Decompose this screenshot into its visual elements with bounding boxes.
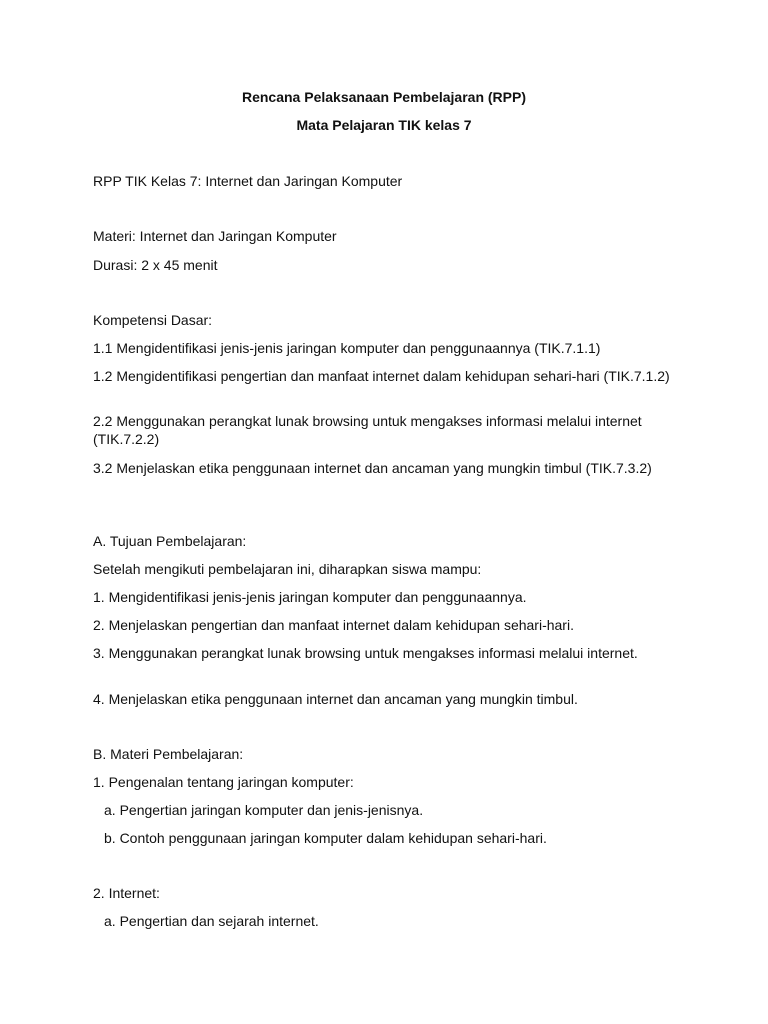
kompetensi-label: Kompetensi Dasar: [93,312,213,328]
materi-subitem: a. Pengertian jaringan komputer dan jenis-jenisnya. [104,802,424,818]
kompetensi-item: 2.2 Menggunakan perangkat lunak browsing untuk mengakses informasi melalui internet (TIK.7.2.2) [93,413,642,447]
tujuan-item: 1. Mengidentifikasi jenis-jenis jaringan komputer dan penggunaannya. [93,589,527,605]
tujuan-item: 3. Menggunakan perangkat lunak browsing untuk mengakses informasi melalui internet. [93,645,638,661]
tujuan-item: 2. Menjelaskan pengertian dan manfaat internet dalam kehidupan sehari-hari. [93,617,574,633]
kompetensi-item: 3.2 Menjelaskan etika penggunaan internet dan ancaman yang mungkin timbul (TIK.7.3.2) [93,460,652,476]
document-subtitle: Mata Pelajaran TIK kelas 7 [296,117,472,133]
materi-section-label: 2. Internet: [93,885,160,901]
materi-line: Materi: Internet dan Jaringan Komputer [93,228,337,244]
document-heading: RPP TIK Kelas 7: Internet dan Jaringan Komputer [93,173,403,189]
tujuan-item: 4. Menjelaskan etika penggunaan internet dan ancaman yang mungkin timbul. [93,691,578,707]
durasi-line: Durasi: 2 x 45 menit [93,257,218,273]
tujuan-label: A. Tujuan Pembelajaran: [93,533,247,549]
materi-pembelajaran-label: B. Materi Pembelajaran: [93,746,244,762]
document-title: Rencana Pelaksanaan Pembelajaran (RPP) [241,89,527,105]
tujuan-intro: Setelah mengikuti pembelajaran ini, diharapkan siswa mampu: [93,561,482,577]
materi-section-label: 1. Pengenalan tentang jaringan komputer: [93,774,354,790]
kompetensi-item: 1.1 Mengidentifikasi jenis-jenis jaringan komputer dan penggunaannya (TIK.7.1.1) [93,340,601,356]
materi-subitem: a. Pengertian dan sejarah internet. [104,913,319,929]
materi-subitem: b. Contoh penggunaan jaringan komputer dalam kehidupan sehari-hari. [104,830,547,846]
kompetensi-item: 1.2 Mengidentifikasi pengertian dan manfaat internet dalam kehidupan sehari-hari (TIK.7.1.2) [93,368,670,384]
